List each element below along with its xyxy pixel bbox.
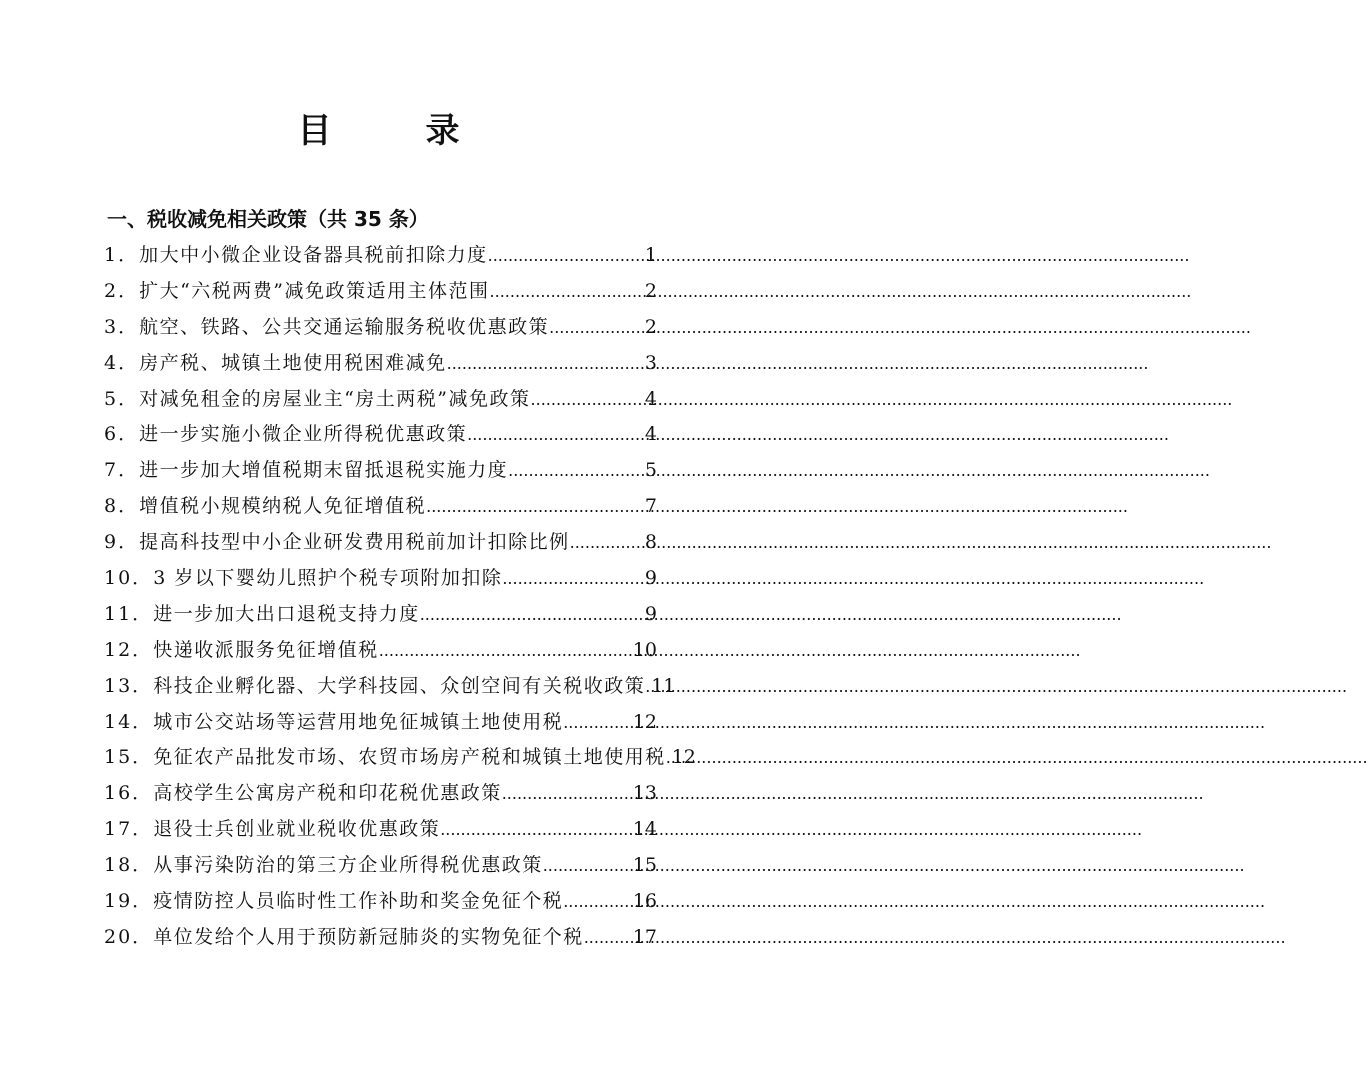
toc-entry-title: 进一步加大出口退税支持力度 <box>153 602 420 625</box>
toc-entry-page-number: 2 <box>644 279 657 302</box>
toc-entry-title: 从事污染防治的第三方企业所得税优惠政策 <box>153 854 543 877</box>
toc-entry[interactable] <box>104 707 657 743</box>
toc-entry-title: 增值税小规模纳税人免征增值税 <box>139 495 427 518</box>
toc-entry-title: 城市公交站场等运营用地免征城镇土地使用税 <box>153 710 564 733</box>
toc-entry[interactable] <box>104 742 696 778</box>
table-of-contents <box>104 240 696 958</box>
toc-entry[interactable] <box>104 886 657 922</box>
toc-leader-dots <box>502 569 645 588</box>
toc-entry-title: 科技企业孵化器、大学科技园、众创空间有关税收政策 <box>153 674 646 697</box>
toc-entry-title: 免征农产品批发市场、农贸市场房产税和城镇土地使用税 <box>153 746 666 769</box>
toc-leader-dots <box>549 318 645 337</box>
toc-entry[interactable] <box>104 348 657 384</box>
toc-entry-number: 14． <box>104 710 154 733</box>
toc-leader-dots <box>420 605 645 624</box>
toc-leader-dots <box>440 820 633 839</box>
toc-entry[interactable] <box>104 276 657 312</box>
toc-entry-title: 提高科技型中小企业研发费用税前加计扣除比例 <box>139 531 570 554</box>
toc-entry-number: 5． <box>104 387 140 410</box>
toc-entry[interactable] <box>104 384 657 420</box>
toc-entry-page-number: 11 <box>651 674 676 697</box>
toc-entry-page-number: 5 <box>644 459 657 482</box>
toc-entry-number: 2． <box>104 279 140 302</box>
toc-entry[interactable] <box>104 312 657 348</box>
toc-entry-number: 9． <box>104 531 140 554</box>
toc-entry[interactable] <box>104 563 657 599</box>
toc-entry-page-number: 15 <box>632 854 657 877</box>
toc-entry-number: 20． <box>104 925 154 948</box>
toc-entry-title: 房产税、城镇土地使用税困难减免 <box>139 351 447 374</box>
toc-leader-dots <box>508 461 645 480</box>
toc-entry-page-number: 17 <box>632 925 657 948</box>
toc-entry-number: 10． <box>104 567 154 590</box>
toc-entry-title: 进一步实施小微企业所得税优惠政策 <box>139 423 468 446</box>
toc-entry-page-number: 9 <box>644 602 657 625</box>
toc-entry[interactable] <box>104 527 657 563</box>
toc-leader-dots <box>379 641 633 660</box>
toc-entry-title: 对减免租金的房屋业主“房土两税”减免政策 <box>139 387 531 410</box>
toc-entry-title: 退役士兵创业就业税收优惠政策 <box>153 818 441 841</box>
toc-entry-number: 3． <box>104 315 140 338</box>
toc-leader-dots <box>447 354 645 373</box>
toc-entry-page-number: 9 <box>644 567 657 590</box>
toc-entry-number: 7． <box>104 459 140 482</box>
toc-entry-title: 扩大“六税两费”减免政策适用主体范围 <box>139 279 490 302</box>
toc-entry-number: 15． <box>104 746 154 769</box>
toc-entry[interactable] <box>104 850 657 886</box>
toc-entry-page-number: 10 <box>632 638 657 661</box>
toc-entry-number: 13． <box>104 674 154 697</box>
toc-entry[interactable] <box>104 814 657 850</box>
toc-entry-page-number: 8 <box>644 531 657 554</box>
toc-leader-dots <box>502 784 633 803</box>
toc-entry-page-number: 1 <box>644 244 657 266</box>
toc-entry-number: 6． <box>104 423 140 446</box>
toc-entry-page-number: 14 <box>632 818 657 841</box>
toc-leader-dots <box>584 928 633 947</box>
toc-entry-title: 加大中小微企业设备器具税前扣除力度 <box>139 244 488 266</box>
toc-entry-title: 进一步加大增值税期末留抵退税实施力度 <box>139 459 509 482</box>
toc-entry[interactable] <box>104 491 657 527</box>
toc-leader-dots <box>563 713 633 732</box>
toc-entry-page-number: 4 <box>644 387 657 410</box>
toc-entry[interactable] <box>104 671 676 707</box>
toc-entry[interactable] <box>104 635 657 671</box>
toc-entry-page-number: 7 <box>644 495 657 518</box>
toc-entry-page-number: 13 <box>632 782 657 805</box>
toc-entry-title: 高校学生公寓房产税和印花税优惠政策 <box>153 782 502 805</box>
toc-entry-number: 4． <box>104 351 140 374</box>
toc-entry-title: 疫情防控人员临时性工作补助和奖金免征个税 <box>153 890 564 913</box>
toc-leader-dots <box>488 246 645 265</box>
toc-entry[interactable] <box>104 599 657 635</box>
toc-entry[interactable] <box>104 778 657 814</box>
toc-entry-number: 16． <box>104 782 154 805</box>
toc-entry-title: 航空、铁路、公共交通运输服务税收优惠政策 <box>139 315 550 338</box>
page-title: 目 录 <box>297 111 490 151</box>
toc-entry-number: 19． <box>104 890 154 913</box>
toc-entry-number: 18． <box>104 854 154 877</box>
toc-entry-page-number: 3 <box>644 351 657 374</box>
toc-entry[interactable] <box>104 455 657 491</box>
toc-leader-dots <box>543 856 633 875</box>
toc-entry-title: 单位发给个人用于预防新冠肺炎的实物免征个税 <box>153 925 584 948</box>
toc-entry-title: 3 岁以下婴幼儿照护个税专项附加扣除 <box>153 567 503 590</box>
toc-entry[interactable] <box>104 419 657 455</box>
toc-leader-dots <box>563 892 633 911</box>
toc-leader-dots <box>426 497 645 516</box>
toc-entry-number: 8． <box>104 495 140 518</box>
toc-entry-number: 11． <box>104 602 154 625</box>
toc-leader-dots <box>467 425 645 444</box>
toc-entry-title: 快递收派服务免征增值税 <box>153 638 379 661</box>
toc-entry-number: 17． <box>104 818 154 841</box>
toc-entry-number: 1． <box>104 244 140 266</box>
toc-entry-page-number: 2 <box>644 315 657 338</box>
toc-entry-page-number: 16 <box>632 890 657 913</box>
toc-leader-dots <box>531 390 645 409</box>
toc-entry[interactable] <box>104 922 657 958</box>
toc-entry-number: 12． <box>104 638 154 661</box>
toc-entry-page-number: 12 <box>671 746 696 769</box>
toc-leader-dots <box>490 282 645 301</box>
toc-leader-dots <box>570 533 645 552</box>
toc-entry[interactable] <box>104 240 657 276</box>
section-heading: 一、税收减免相关政策（共 35 条） <box>107 207 429 231</box>
toc-entry-page-number: 4 <box>644 423 657 446</box>
toc-entry-page-number: 12 <box>632 710 657 733</box>
